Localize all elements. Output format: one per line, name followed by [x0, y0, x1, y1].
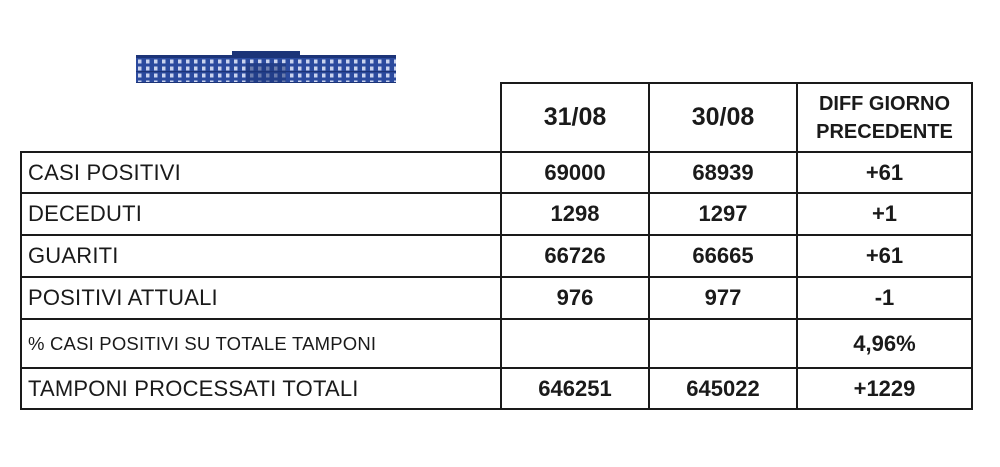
row-value-previous: 68939	[649, 152, 797, 193]
row-value-previous: 1297	[649, 193, 797, 235]
row-value-current	[501, 319, 649, 368]
header-row	[21, 83, 972, 152]
header-diff-line1: DIFF GIORNO	[818, 92, 951, 115]
header-date-previous: 30/08	[649, 83, 797, 152]
row-value-current: 646251	[501, 368, 649, 409]
table-row	[21, 368, 972, 409]
row-value-previous: 66665	[649, 235, 797, 277]
row-value-diff: +61	[797, 235, 972, 277]
row-value-current: 66726	[501, 235, 649, 277]
row-value-diff: +61	[797, 152, 972, 193]
row-label: GUARITI	[21, 235, 501, 277]
covid-stats-table	[20, 82, 973, 410]
row-label: TAMPONI PROCESSATI TOTALI	[21, 368, 501, 409]
row-label: POSITIVI ATTUALI	[21, 277, 501, 319]
header-date-current: 31/08	[501, 83, 649, 152]
row-label: DECEDUTI	[21, 193, 501, 235]
row-value-diff: -1	[797, 277, 972, 319]
row-label: % CASI POSITIVI SU TOTALE TAMPONI	[21, 319, 501, 368]
header-diff	[797, 83, 972, 152]
row-value-diff: 4,96%	[797, 319, 972, 368]
row-value-previous: 977	[649, 277, 797, 319]
row-value-previous: 645022	[649, 368, 797, 409]
row-value-current: 1298	[501, 193, 649, 235]
row-value-current: 976	[501, 277, 649, 319]
table-row	[21, 319, 972, 368]
row-value-previous	[649, 319, 797, 368]
table-row	[21, 152, 972, 193]
header-diff-line2: PRECEDENTE	[816, 120, 953, 143]
table-row	[21, 277, 972, 319]
row-value-diff: +1229	[797, 368, 972, 409]
table-row	[21, 235, 972, 277]
row-value-current: 69000	[501, 152, 649, 193]
table-row	[21, 193, 972, 235]
header-corner-cell	[21, 83, 501, 152]
row-value-diff: +1	[797, 193, 972, 235]
row-label: CASI POSITIVI	[21, 152, 501, 193]
